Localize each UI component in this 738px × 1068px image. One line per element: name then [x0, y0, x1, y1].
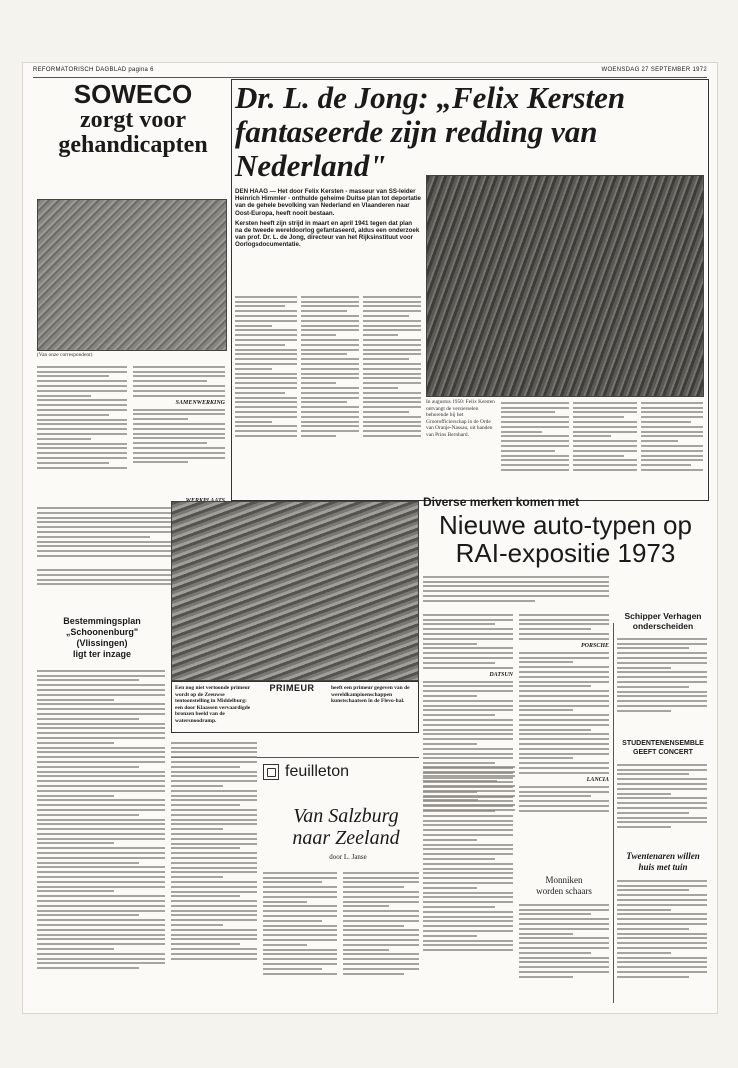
kersten-intro-p1: DEN HAAG — Het door Felix Kersten - masseur van SS-leider Heinrich Himmler - onthulde geheime Duitse plan tot deportatie van de gehele bevolking van Nederland en Vlaanderen naar Oost-Europa, heeft nooit bestaan. — [235, 188, 421, 217]
schipper-title-2: onderscheiden — [632, 621, 694, 631]
rai-subhead-lancia: LANCIA — [586, 776, 609, 783]
twente-title-1: Twentenaren willen — [626, 851, 700, 861]
schipper-headline — [617, 611, 709, 631]
twente-body — [617, 877, 707, 1007]
soweco-body-left — [37, 363, 127, 493]
kersten-col-5 — [573, 399, 637, 495]
rai-subhead-datsun: DATSUN — [489, 671, 513, 678]
twente-title-2: huis met tuin — [638, 862, 688, 872]
kersten-col-4 — [501, 399, 569, 495]
student-headline — [617, 739, 709, 757]
kersten-col-6 — [641, 399, 703, 495]
student-body — [617, 761, 707, 847]
soweco-subhead-samenwerking: SAMENWERKING — [175, 399, 225, 406]
bestemmingsplan-body — [37, 667, 165, 1007]
monniken-title-2: worden schaars — [536, 886, 592, 896]
feuilleton-title-1: Van Salzburg — [293, 805, 399, 827]
bestemmingsplan-title-3: (Vlissingen) — [76, 638, 128, 648]
rai-col-2 — [519, 611, 609, 871]
rai-headline — [423, 511, 708, 567]
rai-subhead-porsche: PORSCHE — [580, 642, 609, 649]
soweco-photo-caption: (Van onze correspondent) — [37, 352, 93, 358]
monniken-headline — [519, 875, 609, 897]
feuilleton-label — [263, 763, 349, 781]
masthead-paper-name: REFORMATORISCH DAGBLAD pagina 6 — [33, 67, 154, 73]
schipper-title-1: Schipper Verhagen — [624, 611, 702, 621]
soweco-headline-line1: SOWECO — [73, 79, 193, 109]
feuilleton-author: door L. Janse — [329, 853, 367, 861]
student-title-2: GEEFT CONCERT — [633, 749, 693, 756]
primeur-right-text: heeft een primeur gegeven van de wereldkampioenschappen kunstschaatsen in de Flevo-hal. — [331, 685, 410, 704]
soweco-headline-line2: zorgt voor — [80, 107, 186, 134]
rai-headline-line1: Nieuwe auto-typen op — [439, 510, 692, 540]
kersten-col-3 — [363, 293, 421, 493]
student-title-1: STUDENTENENSEMBLE — [622, 740, 704, 747]
bestemmingsplan-title-4: ligt ter inzage — [72, 649, 131, 659]
primeur-left-text: Een nog niet vertoonde primeur wordt op de Zeeuwse tentoonstelling in Middelburg: een door Klaassen vervaardigde bronzen beeld van de watersnoodramp. — [175, 685, 251, 724]
feuilleton-col-3 — [423, 763, 515, 839]
soweco-body-right — [133, 363, 225, 493]
kersten-intro — [235, 188, 421, 249]
feuilleton-title — [271, 805, 421, 849]
masthead-date: WOENSDAG 27 SEPTEMBER 1972 — [601, 67, 707, 73]
kersten-photo — [426, 175, 704, 397]
bestemmingsplan-headline — [37, 616, 167, 660]
kersten-col-1 — [235, 293, 297, 493]
soweco-photo — [37, 199, 227, 351]
twente-headline — [617, 851, 709, 873]
rai-headline-line2: RAI-expositie 1973 — [455, 538, 676, 568]
soweco-headline-line3: gehandicapten — [58, 132, 208, 159]
schipper-body — [617, 635, 707, 735]
kersten-photo-caption: In augustus 1950: Felix Kersten ontvangt de versierselen behorende bij het Grootofficierschap in de Orde van Oranje-Nassau, uit handen van Prins Bernhard. — [426, 399, 495, 438]
monniken-body — [519, 901, 609, 1005]
bestemmingsplan-title-1: Bestemmingsplan — [63, 616, 141, 626]
feuilleton-title-2: naar Zeeland — [292, 827, 400, 849]
soweco-headline — [33, 81, 233, 159]
kersten-col-2 — [301, 293, 359, 493]
rai-intro — [423, 573, 609, 609]
feuilleton-col-2 — [343, 869, 419, 1005]
feuilleton-col-1 — [263, 869, 337, 1005]
feuilleton-left-col — [171, 739, 257, 1005]
workshop-photo — [171, 501, 419, 681]
bestemmingsplan-title-2: „Schoonenburg" — [65, 627, 139, 637]
monniken-title-1: Monniken — [545, 875, 583, 885]
rai-kicker: Diverse merken komen met — [423, 495, 580, 509]
newspaper-page — [22, 62, 718, 1014]
feuilleton-logo-icon — [263, 764, 279, 780]
feuilleton-word: feuilleton — [285, 763, 350, 780]
masthead — [33, 67, 707, 78]
kersten-headline: Dr. L. de Jong: „Felix Kersten fantaseerde zijn redding van Nederland" — [235, 80, 626, 183]
kersten-intro-p2: Kersten heeft zijn strijd in maart en april 1941 tegen dat plan na de tweede wereldoorlog gefantaseerd, aldus een onderzoek van prof. Dr. L. de Jong, directeur van het Rijksinstituut voor Oorlogsdocumentatie. — [235, 219, 420, 249]
right-column-rule — [613, 623, 614, 1003]
primeur-label: PRIMEUR — [269, 683, 315, 693]
